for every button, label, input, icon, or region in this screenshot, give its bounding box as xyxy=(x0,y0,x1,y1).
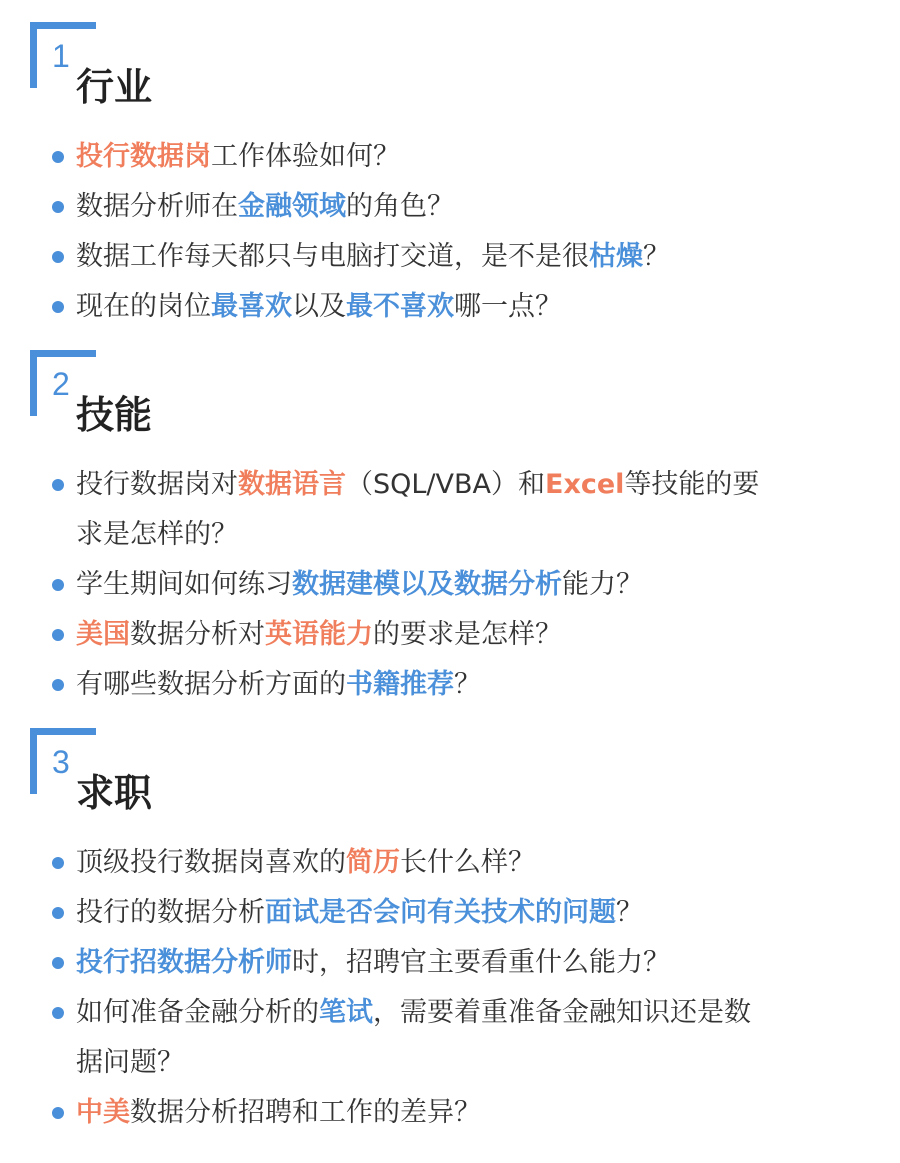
section-title: 行业 xyxy=(76,64,156,110)
question-item xyxy=(0,1088,776,1138)
highlight-text: 投行招数据分析师 xyxy=(76,947,292,978)
highlight-text: 书籍推荐 xyxy=(346,669,454,700)
question-text: 的角色？ xyxy=(346,191,454,222)
question-text: ？ xyxy=(643,241,670,272)
question-item xyxy=(0,938,776,988)
section-title: 求职 xyxy=(76,770,156,816)
bullet-dot-icon xyxy=(52,479,64,491)
bullet-dot-icon xyxy=(52,151,64,163)
question-item xyxy=(0,460,776,560)
highlight-text: 最喜欢 xyxy=(211,291,292,322)
section-number: 1 xyxy=(52,38,70,74)
question-item xyxy=(0,560,776,610)
question-text: 数据分析招聘和工作的差异？ xyxy=(130,1097,481,1128)
highlight-text: 金融领域 xyxy=(238,191,346,222)
question-text: （SQL/VBA）和 xyxy=(346,469,545,500)
question-item xyxy=(0,232,776,282)
bullet-dot-icon xyxy=(52,1007,64,1019)
question-item xyxy=(0,610,776,660)
question-item xyxy=(0,282,776,332)
question-text: 投行的数据分析 xyxy=(76,897,265,928)
question-text: 学生期间如何练习 xyxy=(76,569,292,600)
section-number: 2 xyxy=(52,366,70,402)
highlight-text: Excel xyxy=(545,469,625,500)
question-item xyxy=(0,660,776,710)
highlight-text: 投行数据岗 xyxy=(76,141,211,172)
question-text: 数据分析对 xyxy=(130,619,265,650)
question-list xyxy=(0,838,776,1138)
question-text: 现在的岗位 xyxy=(76,291,211,322)
question-item xyxy=(0,988,776,1088)
question-text: 等技能的要求是怎样的？ xyxy=(76,469,760,550)
bullet-dot-icon xyxy=(52,251,64,263)
question-text: 如何准备金融分析的 xyxy=(76,997,319,1028)
question-text: 长什么样？ xyxy=(400,847,535,878)
question-text: 数据工作每天都只与电脑打交道，是不是很 xyxy=(76,241,589,272)
highlight-text: 数据建模以及数据分析 xyxy=(292,569,562,600)
question-item xyxy=(0,132,776,182)
bullet-dot-icon xyxy=(52,957,64,969)
question-text: 投行数据岗对 xyxy=(76,469,238,500)
question-text: 的要求是怎样？ xyxy=(373,619,562,650)
bullet-dot-icon xyxy=(52,907,64,919)
bullet-dot-icon xyxy=(52,857,64,869)
question-list xyxy=(0,460,776,710)
section-title: 技能 xyxy=(76,392,156,438)
bullet-dot-icon xyxy=(52,201,64,213)
highlight-text: 数据语言 xyxy=(238,469,346,500)
question-item xyxy=(0,888,776,938)
question-text: ？ xyxy=(616,897,643,928)
highlight-text: 枯燥 xyxy=(589,241,643,272)
highlight-text: 面试是否会问有关技术的问题 xyxy=(265,897,616,928)
question-text: ，需要着重准备金融知识还是数据问题？ xyxy=(76,997,751,1078)
question-text: 数据分析师在 xyxy=(76,191,238,222)
highlight-text: 英语能力 xyxy=(265,619,373,650)
bullet-dot-icon xyxy=(52,301,64,313)
highlight-text: 中美 xyxy=(76,1097,130,1128)
bullet-dot-icon xyxy=(52,1107,64,1119)
highlight-text: 美国 xyxy=(76,619,130,650)
question-text: 哪一点？ xyxy=(454,291,562,322)
bullet-dot-icon xyxy=(52,629,64,641)
question-text: 有哪些数据分析方面的 xyxy=(76,669,346,700)
highlight-text: 最不喜欢 xyxy=(346,291,454,322)
question-item xyxy=(0,182,776,232)
question-text: 以及 xyxy=(292,291,346,322)
question-text: 时，招聘官主要看重什么能力？ xyxy=(292,947,670,978)
question-list xyxy=(0,132,776,332)
section-number: 3 xyxy=(52,744,70,780)
question-text: 能力？ xyxy=(562,569,643,600)
bullet-dot-icon xyxy=(52,679,64,691)
highlight-text: 笔试 xyxy=(319,997,373,1028)
question-item xyxy=(0,838,776,888)
question-text: 顶级投行数据岗喜欢的 xyxy=(76,847,346,878)
question-text: 工作体验如何？ xyxy=(211,141,400,172)
highlight-text: 简历 xyxy=(346,847,400,878)
bullet-dot-icon xyxy=(52,579,64,591)
question-text: ？ xyxy=(454,669,481,700)
